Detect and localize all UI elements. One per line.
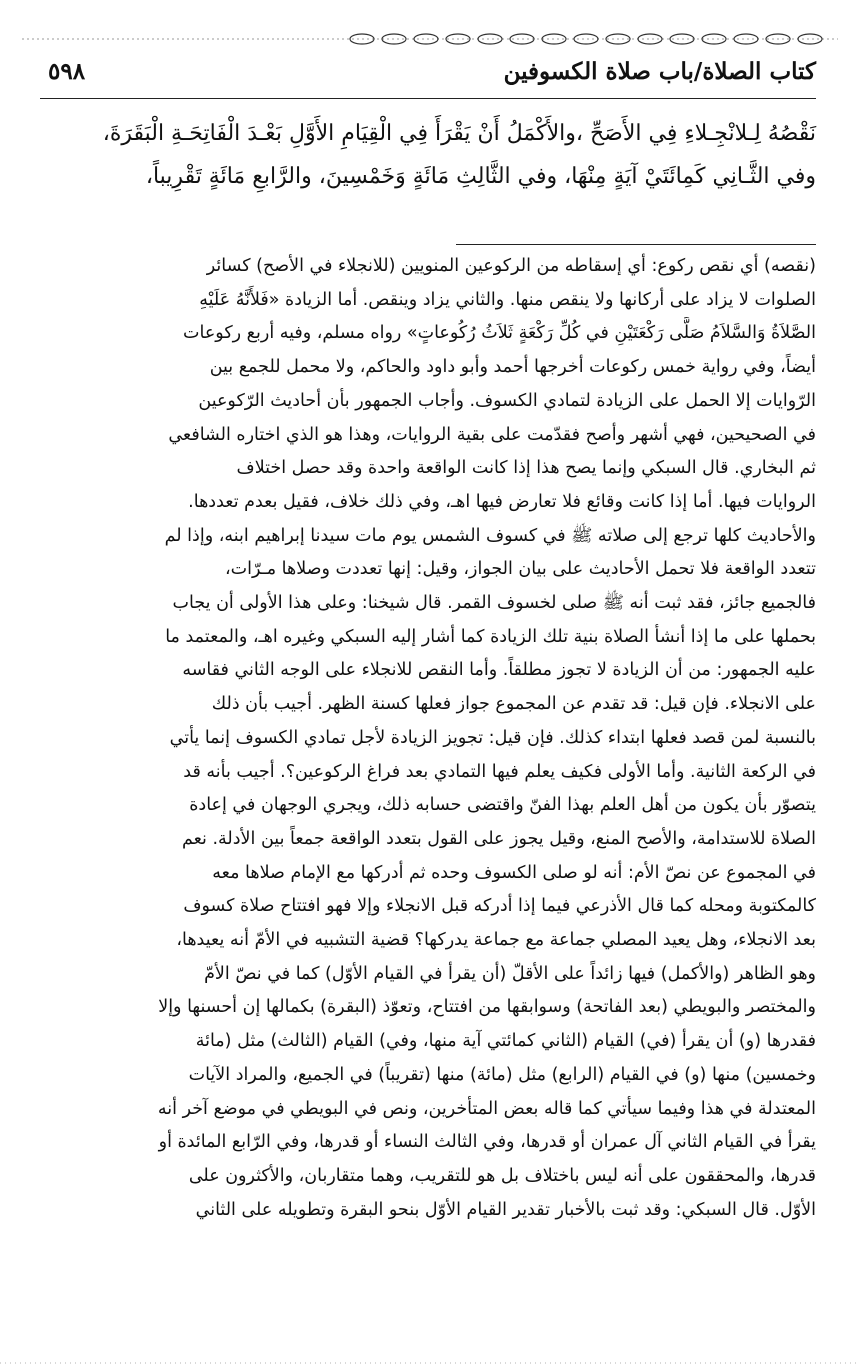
commentary-line: عليه الجمهور: من أن الزيادة لا تجوز مطلقاً. وأما النقص للانجلاء على الوجه الثاني فقاسه — [182, 660, 816, 681]
page-number: ٥٩٨ — [48, 58, 86, 85]
commentary-line: الصلوات لا يزاد على أركانها ولا ينقص منها. والثاني يزاد وينقص. أما الزيادة «فَلأَنَّهُ عَلَيْهِ — [199, 289, 816, 310]
commentary-line: فقدرها (و) أن يقرأ (في) القيام (الثاني كمائتي آية منها، وفي) القيام (الثالث) مثل (مائة — [195, 1031, 816, 1052]
bottom-scan-edge — [0, 1353, 856, 1363]
commentary-line: وهو الظاهر (والأكمل) فيها زائداً على الأقلّ (أن يقرأ في القيام الأوّل) كما في نصّ الأمّ — [204, 963, 816, 984]
matn-commentary-divider — [456, 244, 816, 245]
commentary-line: الصلاة للاستدامة، والأصح المنع، وقيل يجوز على القول بتعدد الواقعة جمعاً بين الأدلة. نعم — [181, 828, 816, 849]
commentary-line: بعد الانجلاء، وهل يعيد المصلي جماعة مع جماعة يدركها؟ قضية التشبيه في الأمّ أنه يعيدها، — [176, 930, 816, 951]
commentary-line: والمختصر والبويطي (بعد الفاتحة) وسوابقها من افتتاح، وتعوّذ (البقرة) بكمالها إن أحسنها وإلا — [158, 997, 816, 1018]
commentary-line: الأوّل. قال السبكي: وقد ثبت بالأخبار تقدير القيام الأوّل بنحو البقرة وتطويله على الثاني — [195, 1199, 816, 1220]
commentary-line: يتصوّر بأن يكون من أهل العلم بهذا الفنّ واقتضى حسابه ذلك، ويجري الوجهان في إعادة — [189, 795, 816, 816]
commentary-line: على الانجلاء. فإن قيل: قد تقدم عن المجموع جواز فعلها كسنة الظهر. أجيب بأن ذلك — [211, 694, 816, 715]
commentary-line: في الصحيحين، فهي أشهر وأصح فقدّمت على بقية الروايات، وهذا هو الذي اختاره الشافعي — [168, 424, 816, 445]
commentary-line: بحملها على ما إذا أنشأ الصلاة بنية تلك الزيادة كما أشار إليه السبكي وغيره اهـ، والمعتمد ما — [165, 626, 816, 647]
page-header — [40, 56, 816, 94]
commentary-line: كالمكتوبة ومحله كما قال الأذرعي فيما إذا أدركه قبل الانجلاء وإلا فهو افتتاح صلاة كسوف — [183, 896, 816, 917]
commentary-line: بالنسبة لمن قصد فعلها ابتداء كذلك. فإن قيل: تجويز الزيادة لأجل تمادي الكسوف إنما يأتي — [169, 727, 816, 748]
commentary-line: يقرأ في القيام الثاني آل عمران أو قدرها، وفي الثالث النساء أو قدرها، وفي الرّابع المائدة أو — [158, 1132, 816, 1153]
commentary-line: ثم البخاري. قال السبكي وإنما يصح هذا إذا كانت الواقعة واحدة وقد حصل اختلاف — [236, 458, 816, 479]
commentary-line: قدرها، والمحققون على أنه ليس باختلاف بل هو للتقريب، وهما متقاربان، والأكثرون على — [188, 1165, 816, 1186]
commentary-line: والأحاديث كلها ترجع إلى صلاته ﷺ في كسوف الشمس يوم مات سيدنا إبراهيم ابنه، وإذا لم — [164, 525, 816, 546]
commentary-line: الرّوايات إلا الحمل على الزيادة لتمادي الكسوف. وأجاب الجمهور بأن أحاديث الرّكوعين — [198, 390, 816, 411]
commentary-line: وخمسين) منها (و) في القيام (الرابع) مثل (مائة) منها (تقريباً) في الجميع، والمراد الآيات — [188, 1064, 816, 1085]
commentary-line: في الركعة الثانية. وأما الأولى فكيف يعلم فيها التمادي بعد فراغ الركوعين؟. أجيب بأنه قد — [183, 761, 816, 782]
matn-line: وفي الثَّـانِي كَمِائَتَيْ آيَةٍ مِنْهَا، وفي الثَّالِثِ مَائَةٍ وَخَمْسِينَ، والرَّابعِ مَائَةٍ تَقْرِيباً، — [145, 164, 816, 189]
commentary-line: فالجميع جائز، فقد ثبت أنه ﷺ صلى لخسوف القمر. قال شيخنا: وعلى هذا الأولى أن يجاب — [172, 593, 816, 614]
commentary-line: (نقصه) أي نقص ركوع: أي إسقاطه من الركوعين المنويين (للانجلاء في الأصح) كسائر — [206, 256, 816, 276]
commentary-line: الروايات فيها. أما إذا كانت وقائع فلا تعارض فيها اهـ، وفي ذلك خلاف، فقيل بعدم تعددها. — [188, 491, 816, 512]
header-rule — [40, 98, 816, 99]
commentary-line: في المجموع عن نصّ الأم: أنه لو صلى الكسوف وحده ثم أدركها مع الإمام صلاها معه — [212, 862, 816, 883]
commentary-line: تتعدد الواقعة فلا تحمل الأحاديث على بيان الجواز، وقيل: إنها تعددت وصلاها مـرّات، — [224, 559, 816, 580]
commentary-line: أيضاً، وفي رواية خمس ركوعات أخرجها أحمد وأبو داود والحاكم، ولا محمل للجمع بين — [209, 357, 816, 378]
matn-text — [40, 112, 816, 198]
top-ornament-border — [22, 32, 838, 46]
commentary-line: الصَّلاَةُ وَالسَّلاَمُ صَلَّى رَكْعَتَيْنِ في كُلِّ رَكْعَةٍ ثَلاَثُ رُكُوعاتٍ» رواه مسلم، وفيه أربع ركوعات — [183, 323, 816, 344]
running-title: كتاب الصلاة/باب صلاة الكسوفين — [503, 58, 816, 85]
commentary-text — [38, 250, 816, 1227]
commentary-line: المعتدلة في هذا وفيما سيأتي كما قاله بعض المتأخرين، ونص في البويطي في موضع آخر أنه — [157, 1098, 816, 1119]
matn-line: نَقْصُهُ لِـلانْجِـلاءِ فِي الأَصَحِّ ،والأَكْمَلُ أَنْ يَقْرَأَ فِي الْقِيَامِ الأَوَّلِ بَعْـدَ الْفَاتِحَـةِ الْبَقَرَةَ، — [102, 121, 816, 146]
